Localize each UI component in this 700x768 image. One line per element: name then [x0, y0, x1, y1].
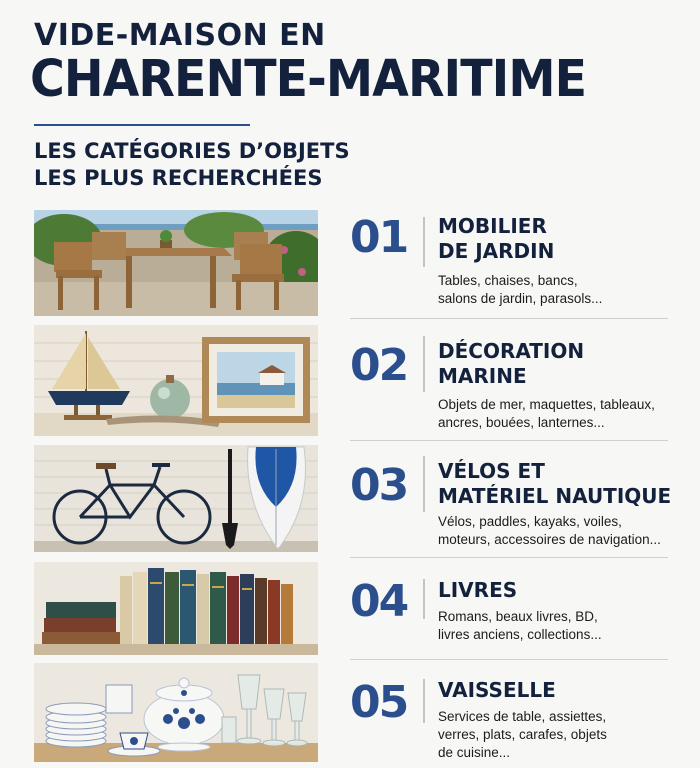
- subtitle-line1: LES CATÉGORIES D’OBJETS: [34, 139, 350, 163]
- category-separator: [423, 336, 425, 392]
- category-title: [438, 214, 688, 264]
- category-description-line: ancres, bouées, lanternes...: [438, 415, 605, 430]
- category-number: 01: [350, 212, 408, 263]
- category-description-line: Vélos, paddles, kayaks, voiles,: [438, 514, 622, 529]
- category-description-line: verres, plats, carafes, objets: [438, 727, 607, 742]
- category-number: 03: [350, 460, 408, 511]
- category-divider: [350, 659, 668, 660]
- garden-furniture-photo: [34, 210, 318, 316]
- category-title: [438, 339, 688, 389]
- books-photo: [34, 562, 318, 655]
- category-separator: [423, 579, 425, 619]
- subtitle-line2: LES PLUS RECHERCHÉES: [34, 166, 323, 190]
- category-description-line: Objets de mer, maquettes, tableaux,: [438, 397, 655, 412]
- category-description: [438, 272, 678, 308]
- category-description-line: moteurs, accessoires de navigation...: [438, 532, 661, 547]
- category-description-line: Romans, beaux livres, BD,: [438, 609, 598, 624]
- category-description-line: de cuisine...: [438, 745, 511, 760]
- title-underline: [34, 124, 250, 126]
- tableware-photo: [34, 663, 318, 762]
- category-title-line: MARINE: [438, 364, 527, 388]
- category-title-line: LIVRES: [438, 578, 518, 602]
- category-number: 05: [350, 677, 408, 728]
- category-description: [438, 513, 678, 549]
- category-title-line: MOBILIER: [438, 214, 547, 238]
- category-divider: [350, 557, 668, 558]
- category-separator: [423, 217, 425, 267]
- page-title-line2: CHARENTE-MARITIME: [30, 50, 587, 109]
- category-divider: [350, 440, 668, 441]
- category-description-line: livres anciens, collections...: [438, 627, 602, 642]
- page-subtitle: [34, 138, 350, 192]
- category-separator: [423, 679, 425, 723]
- category-title-line: VAISSELLE: [438, 678, 556, 702]
- category-description: [438, 708, 678, 762]
- category-description: [438, 396, 678, 432]
- bike-paddle-photo: [34, 445, 318, 552]
- category-divider: [350, 318, 668, 319]
- category-description-line: Services de table, assiettes,: [438, 709, 607, 724]
- category-title-line: DE JARDIN: [438, 239, 555, 263]
- category-title: [438, 459, 688, 509]
- category-title: [438, 678, 688, 703]
- marine-decor-photo: [34, 325, 318, 436]
- category-separator: [423, 456, 425, 512]
- category-title-line: MATÉRIEL NAUTIQUE: [438, 484, 672, 508]
- category-description-line: salons de jardin, parasols...: [438, 291, 603, 306]
- category-title-line: VÉLOS ET: [438, 459, 545, 483]
- category-title-line: DÉCORATION: [438, 339, 585, 363]
- page-title-line1: VIDE-MAISON EN: [34, 18, 326, 53]
- category-description-line: Tables, chaises, bancs,: [438, 273, 578, 288]
- category-number: 02: [350, 340, 408, 391]
- category-title: [438, 578, 688, 603]
- category-description: [438, 608, 678, 644]
- category-number: 04: [350, 576, 408, 627]
